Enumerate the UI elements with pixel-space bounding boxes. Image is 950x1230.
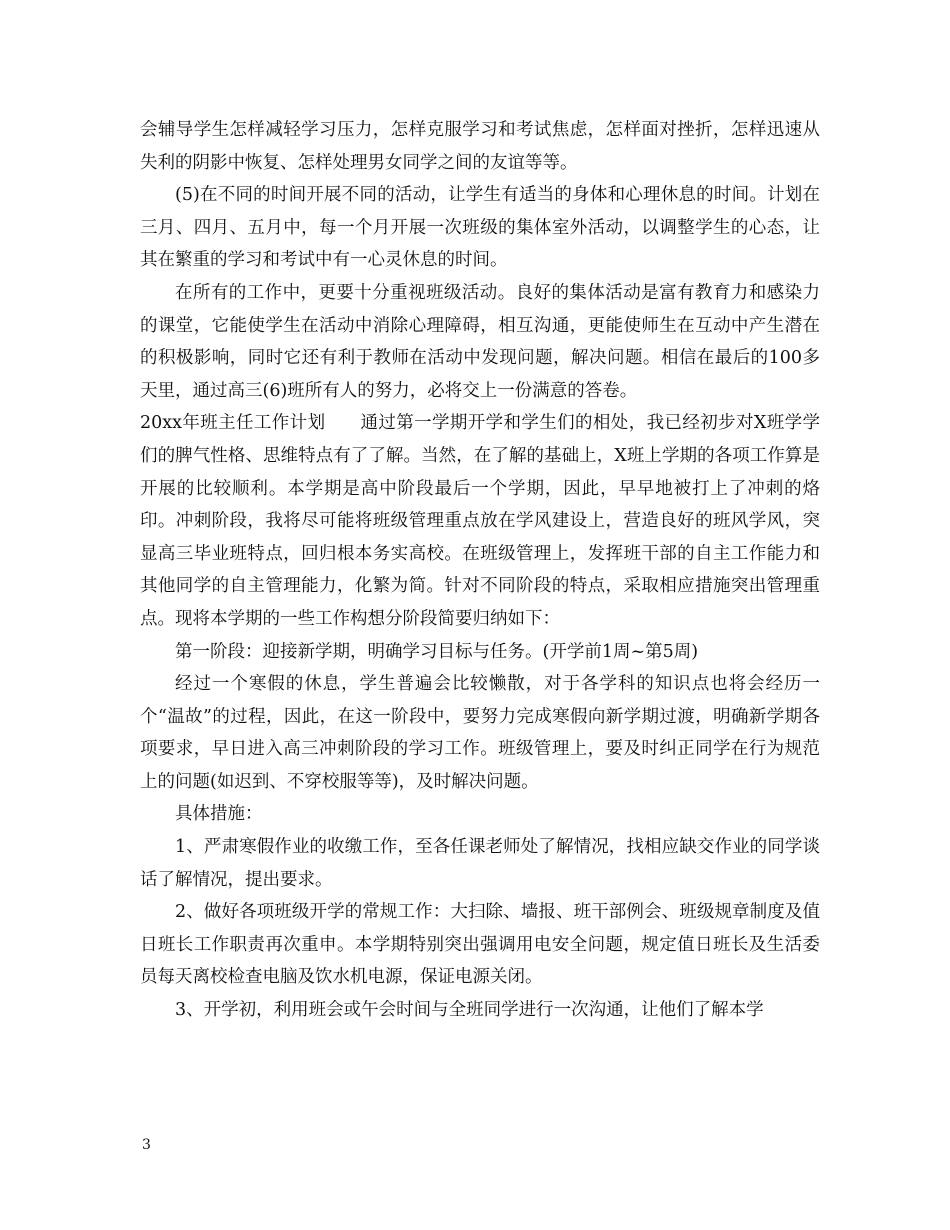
- paragraph-stage-one-description: 经过一个寒假的休息，学生普遍会比较懒散，对于各学科的知识点也将会经历一个“温故”的过程，因此，在这一阶段中，要努力完成寒假向新学期过渡，明确新学期各项要求，早日进入高三冲刺阶段的学习工作。班级管理上，要及时纠正同学在行为规范上的问题(如迟到、不穿校服等等)，及时解决问题。: [140, 674, 820, 792]
- paragraph-measure-1: 1、严肃寒假作业的收缴工作，至各任课老师处了解情况，找相应缺交作业的同学谈话了解情况，提出要求。: [140, 837, 820, 890]
- document-body: [140, 114, 820, 1027]
- paragraph-counseling: 会辅导学生怎样减轻学习压力，怎样克服学习和考试焦虑，怎样面对挫折，怎样迅速从失利的阴影中恢复、怎样处理男女同学之间的友谊等等。: [140, 120, 820, 173]
- plan-intro-text: 通过第一学期开学和学生们的相处，我已经初步对X班学学们的脾气性格、思维特点有了了解。当然，在了解的基础上，X班上学期的各项工作算是开展的比较顺利。本学期是高中阶段最后一个学期，因此，早早地被打上了冲刺的烙印。冲刺阶段，我将尽可能将班级管理重点放在学风建设上，营造良好的班风学风，突显高三毕业班特点，回归根本务实高校。在班级管理上，发挥班干部的自主工作能力和其他同学的自主管理能力，化繁为简。针对不同阶段的特点，采取相应措施突出管理重点。现将本学期的一些工作构想分阶段简要归纳如下：: [140, 413, 820, 629]
- paragraph-measures-heading: 具体措施：: [175, 804, 263, 825]
- paragraph-class-activities: 在所有的工作中，更要十分重视班级活动。良好的集体活动是富有教育力和感染力的课堂，它能使学生在活动中消除心理障碍，相互沟通，更能使师生在互动中产生潜在的积极影响，同时它还有利于教师在活动中发现问题，解决问题。相信在最后的100多天里，通过高三(6)班所有人的努力，必将交上一份满意的答卷。: [140, 282, 820, 401]
- paragraph-measure-3: 3、开学初，利用班会或午会时间与全班同学进行一次沟通，让他们了解本学: [175, 1000, 764, 1021]
- paragraph-activities-schedule: (5)在不同的时间开展不同的活动，让学生有适当的身体和心理休息的时间。计划在三月、四月、五月中，每一个月开展一次班级的集体室外活动，以调整学生的心态，让其在繁重的学习和考试中有一心灵休息的时间。: [140, 185, 820, 271]
- page-number: 3: [142, 1137, 151, 1153]
- paragraph-plan-intro: [140, 407, 820, 635]
- plan-title: 20xx年班主任工作计划: [140, 413, 326, 434]
- paragraph-stage-one-heading: 第一阶段：迎接新学期，明确学习目标与任务。(开学前1周~第5周): [175, 641, 699, 662]
- paragraph-measure-2: 2、做好各项班级开学的常规工作：大扫除、墙报、班干部例会、班级规章制度及值日班长工作职责再次重申。本学期特别突出强调用电安全问题，规定值日班长及生活委员每天离校检查电脑及饮水机电源，保证电源关闭。: [140, 902, 820, 988]
